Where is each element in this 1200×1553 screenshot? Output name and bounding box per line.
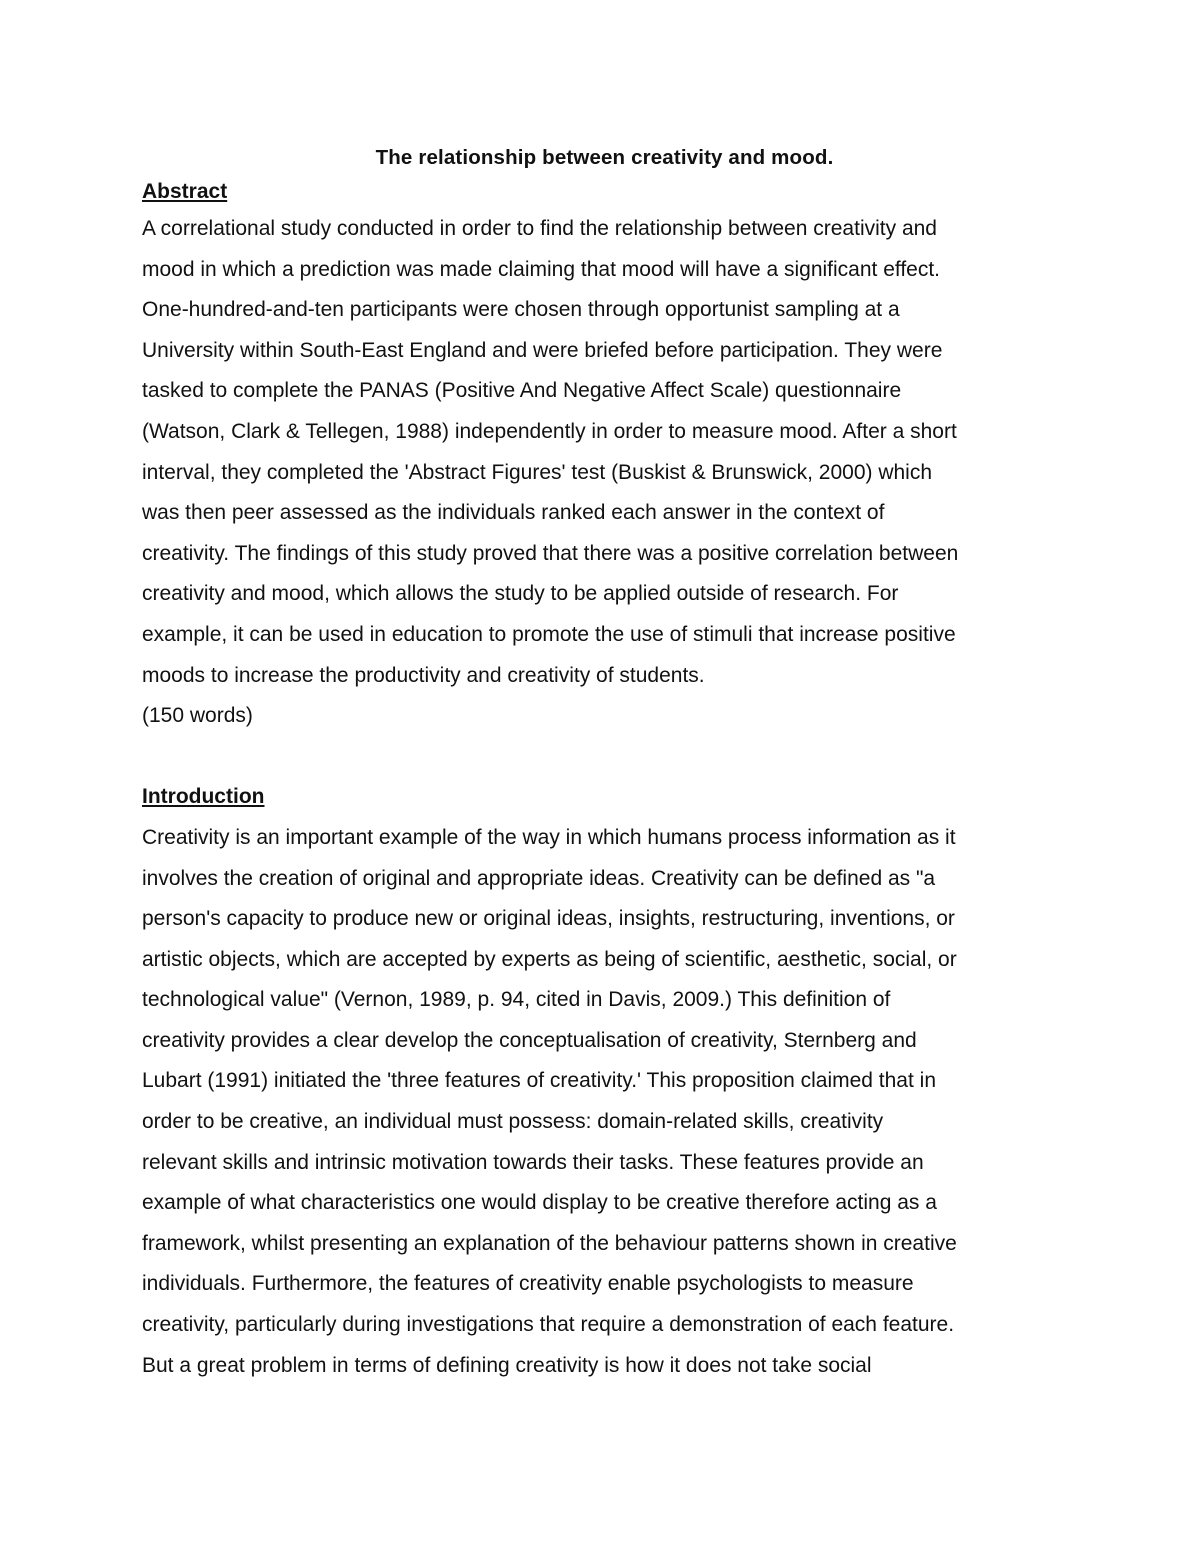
abstract-line: example, it can be used in education to promote the use of stimuli that increase positive — [142, 622, 956, 646]
abstract-body — [142, 209, 1067, 737]
abstract-line: moods to increase the productivity and creativity of students. — [142, 663, 705, 687]
abstract-line: was then peer assessed as the individuals ranked each answer in the context of — [142, 501, 885, 525]
introduction-line: order to be creative, an individual must possess: domain-related skills, creativity — [142, 1110, 884, 1134]
section-heading-abstract: Abstract — [142, 180, 228, 203]
abstract-line: interval, they completed the 'Abstract Figures' test (Buskist & Brunswick, 2000) which — [142, 460, 933, 484]
abstract-line: tasked to complete the PANAS (Positive And Negative Affect Scale) questionnaire — [142, 379, 902, 403]
section-spacer — [142, 737, 1067, 778]
introduction-line: creativity provides a clear develop the conceptualisation of creativity, Sternberg and — [142, 1028, 917, 1052]
abstract-word-count: (150 words) — [142, 704, 253, 728]
introduction-line: example of what characteristics one would display to be creative therefore acting as a — [142, 1191, 937, 1215]
introduction-line: Lubart (1991) initiated the 'three features of creativity.' This proposition claimed that in — [142, 1069, 937, 1093]
introduction-line: involves the creation of original and appropriate ideas. Creativity can be defined as "a — [142, 866, 936, 890]
introduction-line: But a great problem in terms of defining creativity is how it does not take social — [142, 1353, 872, 1377]
introduction-line: Creativity is an important example of the way in which humans process information as it — [142, 825, 956, 849]
section-heading-introduction: Introduction — [142, 785, 265, 809]
abstract-line: University within South-East England and were briefed before participation. They were — [142, 338, 943, 362]
document-title: The relationship between creativity and mood. — [375, 146, 834, 169]
introduction-line: artistic objects, which are accepted by experts as being of scientific, aesthetic, social, or — [142, 947, 957, 971]
introduction-line: creativity, particularly during investigations that require a demonstration of each feature. — [142, 1313, 955, 1337]
introduction-body — [142, 818, 1067, 1386]
abstract-line: A correlational study conducted in order to find the relationship between creativity and — [142, 217, 937, 240]
abstract-line: mood in which a prediction was made claiming that mood will have a significant effect. — [142, 257, 941, 281]
abstract-line: One-hundred-and-ten participants were chosen through opportunist sampling at a — [142, 298, 900, 322]
document-page — [142, 140, 1067, 1386]
introduction-line: person's capacity to produce new or original ideas, insights, restructuring, inventions, or — [142, 907, 955, 931]
abstract-line: creativity and mood, which allows the study to be applied outside of research. For — [142, 582, 899, 606]
introduction-line: relevant skills and intrinsic motivation towards their tasks. These features provide an — [142, 1150, 924, 1174]
abstract-line: creativity. The findings of this study proved that there was a positive correlation between — [142, 541, 959, 565]
introduction-line: framework, whilst presenting an explanation of the behaviour patterns shown in creative — [142, 1231, 957, 1255]
abstract-line: (Watson, Clark & Tellegen, 1988) independently in order to measure mood. After a short — [142, 419, 957, 443]
introduction-line: individuals. Furthermore, the features of creativity enable psychologists to measure — [142, 1272, 914, 1296]
introduction-line: technological value" (Vernon, 1989, p. 94, cited in Davis, 2009.) This definition of — [142, 988, 891, 1012]
